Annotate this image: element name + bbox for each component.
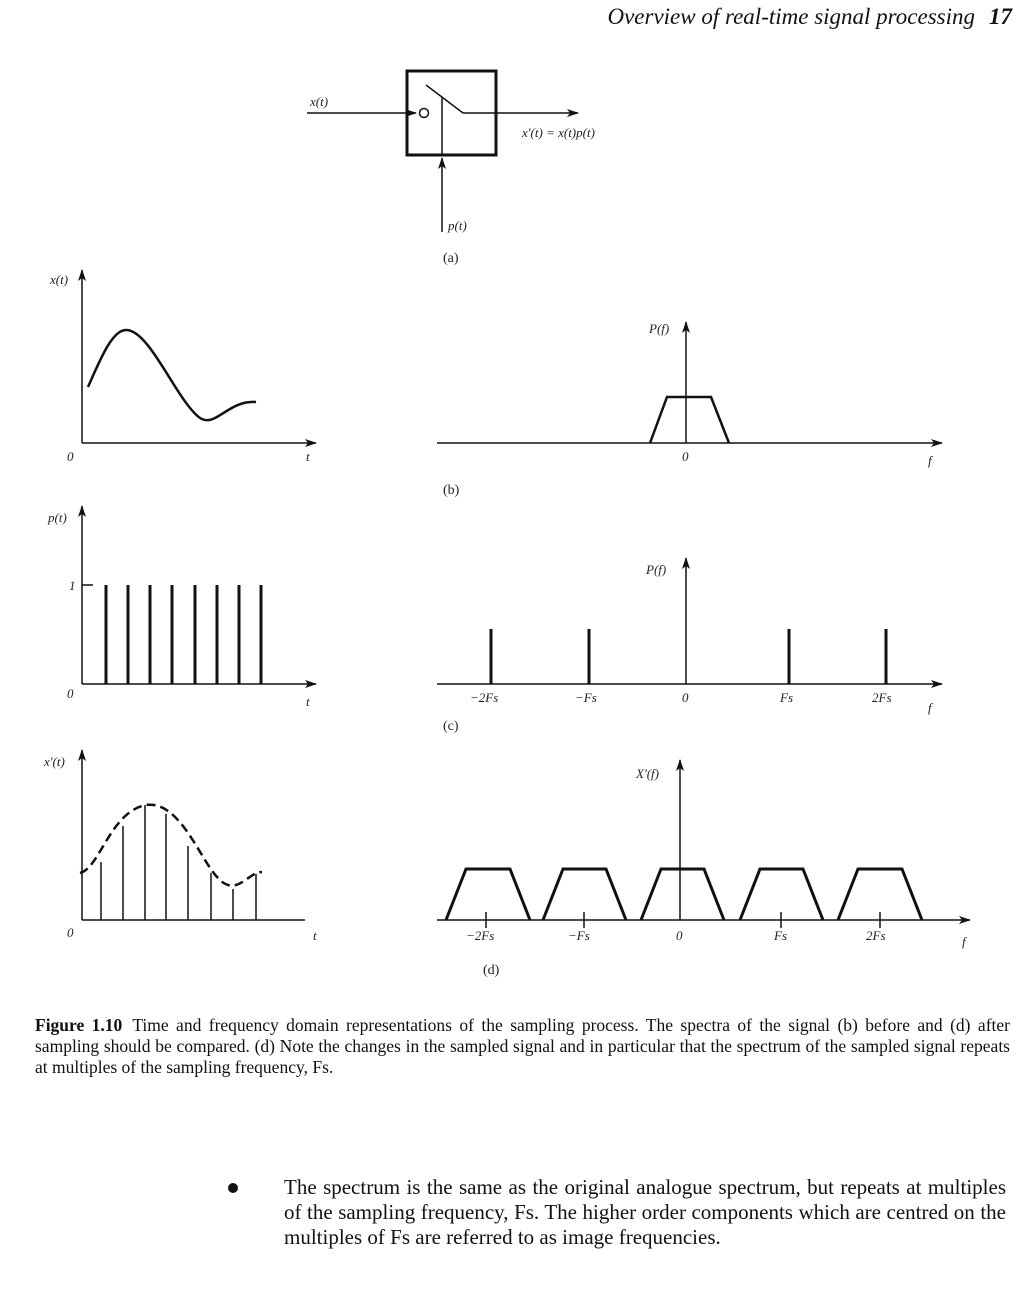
tick-label: 2Fs <box>872 690 892 705</box>
tick-label: −2Fs <box>466 928 495 943</box>
zero-label: 0 <box>682 449 689 464</box>
plot-d-spectrum <box>437 760 970 978</box>
sampled-envelope <box>80 805 262 886</box>
tick-label: 2Fs <box>866 928 886 943</box>
origin-label: 0 <box>67 449 74 464</box>
figure-caption <box>35 1015 1010 1078</box>
origin-label: 0 <box>67 686 74 701</box>
trapezoid-spectrum <box>650 397 729 443</box>
switch-blade <box>426 85 463 113</box>
tick-label: Fs <box>780 690 793 705</box>
f-label: f <box>928 700 932 715</box>
plot-p-time <box>47 506 316 709</box>
x-label: t <box>306 694 310 709</box>
panel-d-label: (d) <box>483 963 500 978</box>
switch-contact <box>420 109 429 118</box>
tick-label: 0 <box>682 690 689 705</box>
f-label: f <box>928 453 932 468</box>
y-label: P(f) <box>646 562 667 577</box>
panel-c-label: (c) <box>443 719 459 734</box>
control-label: p(t) <box>448 218 467 233</box>
bullet-text: The spectrum is the same as the original analogue spectrum, but repeats at multiples of the sampling frequency, Fs. The higher order components which are centred on the multiples of Fs are referred to as image frequencies. <box>284 1175 1006 1249</box>
y-label: p(t) <box>48 510 67 525</box>
tick-label: −Fs <box>575 690 597 705</box>
running-title: Overview of real-time signal processing <box>607 4 975 29</box>
f-label: f <box>962 934 966 949</box>
plot-b-spectrum <box>437 321 942 498</box>
x-label: t <box>313 928 317 943</box>
plot-x-time <box>49 270 316 464</box>
y-label: x(t) <box>50 272 69 287</box>
panel-a-label: (a) <box>443 251 459 266</box>
input-label: x(t) <box>310 94 329 109</box>
caption-text: Time and frequency domain representations of the sampling process. The spectra of the signal (b) before and (d) after sampling should be compared. (d) Note the changes in the sampled signal and in particular that the spectrum of the sampled signal repeats at multiples of the sampling frequency, Fs. <box>35 1015 1010 1077</box>
plot-xs-time <box>43 750 317 943</box>
signal-curve <box>88 330 256 420</box>
tick-label: Fs <box>774 928 787 943</box>
sampler-diagram <box>307 71 595 266</box>
tick-label: −2Fs <box>470 690 499 705</box>
y-label: x'(t) <box>44 754 65 769</box>
origin-label: 0 <box>67 925 74 940</box>
tick-label: 0 <box>676 928 683 943</box>
page-number: 17 <box>989 4 1012 29</box>
spectrum-image <box>446 869 530 920</box>
one-tick-label: 1 <box>69 578 76 593</box>
caption-label: Figure 1.10 <box>35 1015 123 1035</box>
tick-label: −Fs <box>568 928 590 943</box>
output-label: x'(t) = x(t)p(t) <box>522 125 595 140</box>
panel-b-label: (b) <box>443 483 460 498</box>
y-label: X'(f) <box>636 766 659 781</box>
spectrum-baseband <box>641 869 724 920</box>
x-label: t <box>306 449 310 464</box>
plot-c-spectrum <box>437 558 942 734</box>
y-label: P(f) <box>649 321 670 336</box>
bullet-dot <box>228 1183 238 1193</box>
